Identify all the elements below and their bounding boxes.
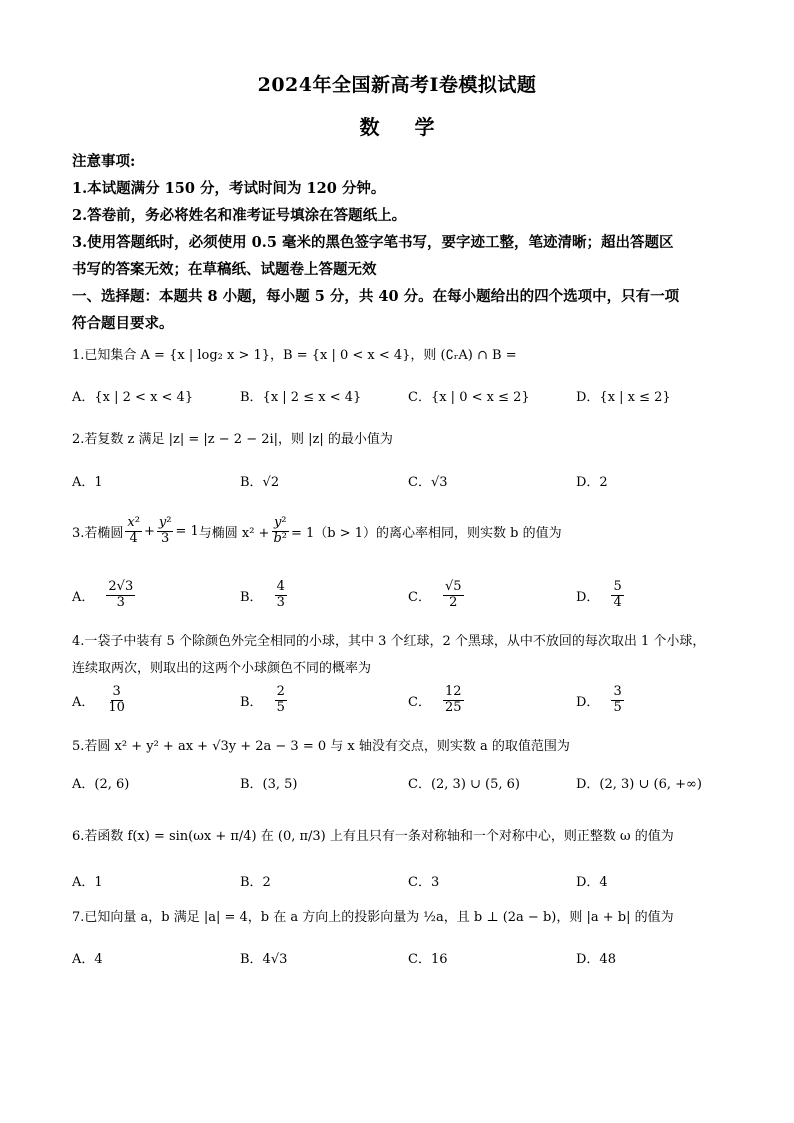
option-b: B． $\frac{2}{5}$ <box>240 683 285 715</box>
option-c: C．(2, 3) ∪ (5, 6) <box>408 776 521 792</box>
option-a: A．1 <box>72 474 103 490</box>
question-6-options <box>72 860 732 900</box>
option-d: D．4 <box>576 874 608 890</box>
question-3-stem-part-b: 与椭圆 x² + <box>198 525 270 541</box>
subject-title: 数 学 <box>359 115 435 139</box>
option-d: D． $\frac{3}{5}$ <box>576 683 622 715</box>
question-7-options <box>72 937 732 977</box>
question-1-options <box>72 375 732 415</box>
option-d: D．{x | x ≤ 2} <box>576 389 671 405</box>
option-c: C． $\frac{√5}{2}$ <box>408 578 462 610</box>
question-3-stem-part-a: 3.若椭圆 <box>72 525 124 541</box>
notice-item-1: 1.本试题满分 150 分，考试时间为 120 分钟。 <box>72 180 386 197</box>
question-5-options <box>72 762 732 802</box>
question-4-options <box>72 680 732 720</box>
option-c: C．√3 <box>408 474 448 490</box>
question-4-stem-line1: 4.一袋子中装有 5 个除颜色外完全相同的小球，其中 3 个红球，2 个黑球，从中不放回的每次取出 1 个小球， <box>72 634 706 649</box>
option-d: D．(2, 3) ∪ (6, +∞) <box>576 776 702 792</box>
option-b: B．4√3 <box>240 951 288 967</box>
option-c: C．16 <box>408 951 448 967</box>
question-6-stem: 6.若函数 f(x) = sin(ωx + π/4) 在 (0, π/3) 上有且只有一条对称轴和一个对称中心，则正整数 ω 的值为 <box>72 829 674 844</box>
option-b: B． $\frac{4}{3}$ <box>240 578 285 610</box>
question-3-stem <box>72 510 732 552</box>
question-4-stem-line2: 连续取两次，则取出的这两个小球颜色不同的概率为 <box>72 661 372 676</box>
question-2-options <box>72 460 732 500</box>
question-5-stem: 5.若圆 x² + y² + ax + √3y + 2a − 3 = 0 与 x 轴没有交点，则实数 a 的取值范围为 <box>72 739 570 754</box>
notice-item-2: 2.答卷前，务必将姓名和准考证号填涂在答题纸上。 <box>72 207 407 224</box>
option-b: B．√2 <box>240 474 280 490</box>
option-d: D． $\frac{5}{4}$ <box>576 578 622 610</box>
option-a: A．4 <box>72 951 103 967</box>
ellipse1-x-term: $\frac{\text{x²}}{4}$ <box>127 514 140 546</box>
option-b: B．(3, 5) <box>240 776 298 792</box>
question-3-options <box>72 575 732 615</box>
option-c: C．3 <box>408 874 440 890</box>
plus-sign: + <box>143 523 155 539</box>
option-d: D．2 <box>576 474 608 490</box>
question-7-stem: 7.已知向量 a，b 满足 |a| = 4，b 在 a 方向上的投影向量为 ½a，且 b ⊥ (2a − b)，则 |a + b| 的值为 <box>72 910 674 925</box>
notice-heading: 注意事项: <box>72 153 136 170</box>
question-2-stem: 2.若复数 z 满足 |z| = |z − 2 − 2i|，则 |z| 的最小值为 <box>72 432 393 447</box>
option-a: A．1 <box>72 874 103 890</box>
ellipse2-y-term: $\frac{\text{y²}}{\text{b²}}$ <box>273 514 287 546</box>
question-3-stem-part-c: = 1（b > 1）的离心率相同，则实数 b 的值为 <box>291 525 562 541</box>
option-a: A．{x | 2 < x < 4} <box>72 389 194 405</box>
notice-item-3: 3.使用答题纸时，必须使用 0.5 毫米的黑色签字笔书写，要字迹工整，笔迹清晰；超出答题区 <box>72 234 674 251</box>
option-c: C．{x | 0 < x ≤ 2} <box>408 389 530 405</box>
exam-title: 2024年全国新高考Ⅰ卷模拟试题 <box>257 74 537 96</box>
section-heading-line2: 符合题目要求。 <box>72 315 174 332</box>
option-a: A．(2, 6) <box>72 776 130 792</box>
option-d: D．48 <box>576 951 616 967</box>
option-c: C． $\frac{12}{25}$ <box>408 683 462 715</box>
question-1-stem: 1.已知集合 A = {x | log₂ x > 1}，B = {x | 0 < x < 4}，则 (∁ᵣA) ∩ B = <box>72 348 517 363</box>
section-heading-line1: 一、选择题：本题共 8 小题，每小题 5 分，共 40 分。在每小题给出的四个选项中，只有一项 <box>72 288 680 305</box>
option-a: A． $\frac{3}{10}$ <box>72 683 125 715</box>
notice-item-3-cont: 书写的答案无效；在草稿纸、试题卷上答题无效 <box>72 261 377 278</box>
equals-one: = 1 <box>175 523 199 539</box>
ellipse1-y-term: $\frac{\text{y²}}{3}$ <box>158 514 172 546</box>
option-a: A． $\frac{2√3}{3}$ <box>72 578 134 610</box>
option-b: B．{x | 2 ≤ x < 4} <box>240 389 362 405</box>
option-b: B．2 <box>240 874 271 890</box>
